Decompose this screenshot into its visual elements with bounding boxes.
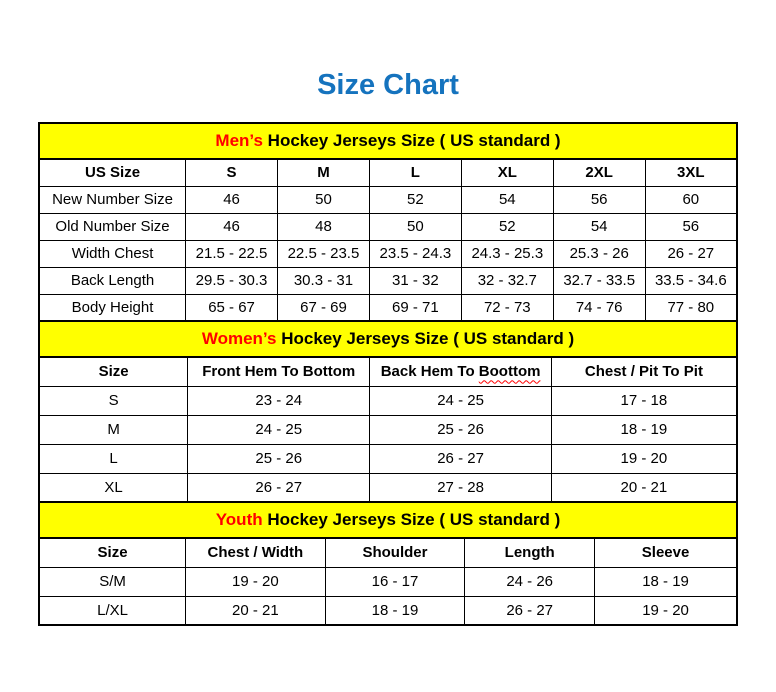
cell: 77 - 80 — [645, 294, 737, 321]
youth-section-title — [39, 502, 737, 538]
cell: 17 - 18 — [551, 386, 737, 415]
column-header: Size — [39, 357, 188, 386]
womens-columns-row — [39, 357, 737, 386]
column-header: Sleeve — [595, 538, 737, 567]
column-header: S — [186, 159, 278, 186]
cell: 50 — [369, 213, 461, 240]
cell: 69 - 71 — [369, 294, 461, 321]
cell: 22.5 - 23.5 — [278, 240, 370, 267]
row-label: New Number Size — [39, 186, 186, 213]
row-label: Body Height — [39, 294, 186, 321]
table-row — [39, 267, 737, 294]
cell: 24 - 25 — [188, 415, 370, 444]
youth-section-title-highlight: Youth — [215, 510, 263, 529]
row-label: Old Number Size — [39, 213, 186, 240]
cell: 18 - 19 — [595, 567, 737, 596]
table-row — [39, 386, 737, 415]
cell: 19 - 20 — [595, 596, 737, 625]
cell: 24.3 - 25.3 — [461, 240, 553, 267]
cell: 33.5 - 34.6 — [645, 267, 737, 294]
cell: 54 — [553, 213, 645, 240]
table-row — [39, 294, 737, 321]
misspelled-word: Boottom — [478, 363, 541, 381]
cell: 19 - 20 — [186, 567, 326, 596]
cell: 18 - 19 — [551, 415, 737, 444]
womens-section-header-row — [39, 321, 737, 357]
column-header: Length — [465, 538, 595, 567]
table-row — [39, 240, 737, 267]
row-label: Width Chest — [39, 240, 186, 267]
mens-section-header-row — [39, 123, 737, 159]
column-header — [370, 357, 551, 386]
cell: 23.5 - 24.3 — [369, 240, 461, 267]
youth-columns-row — [39, 538, 737, 567]
cell: 46 — [186, 213, 278, 240]
cell: 18 - 19 — [325, 596, 465, 625]
cell: 32 - 32.7 — [461, 267, 553, 294]
row-label: L — [39, 444, 188, 473]
column-header: Chest / Width — [186, 538, 326, 567]
cell: 23 - 24 — [188, 386, 370, 415]
row-label: XL — [39, 473, 188, 502]
table-row — [39, 473, 737, 502]
cell: 72 - 73 — [461, 294, 553, 321]
column-header: 2XL — [553, 159, 645, 186]
cell: 26 - 27 — [465, 596, 595, 625]
cell: 19 - 20 — [551, 444, 737, 473]
cell: 29.5 - 30.3 — [186, 267, 278, 294]
youth-section-title-rest: Hockey Jerseys Size ( US standard ) — [262, 510, 561, 529]
cell: 24 - 25 — [370, 386, 551, 415]
mens-section-title — [39, 123, 737, 159]
cell: 48 — [278, 213, 370, 240]
column-header: Front Hem To Bottom — [188, 357, 370, 386]
table-row — [39, 415, 737, 444]
row-label: S — [39, 386, 188, 415]
cell: 26 - 27 — [645, 240, 737, 267]
column-header: M — [278, 159, 370, 186]
youth-size-table — [38, 501, 738, 626]
column-header: Size — [39, 538, 186, 567]
cell: 67 - 69 — [278, 294, 370, 321]
cell: 30.3 - 31 — [278, 267, 370, 294]
womens-size-table — [38, 320, 738, 503]
mens-size-table — [38, 122, 738, 322]
cell: 46 — [186, 186, 278, 213]
mens-columns-row — [39, 159, 737, 186]
row-label: M — [39, 415, 188, 444]
womens-section-title — [39, 321, 737, 357]
column-header: 3XL — [645, 159, 737, 186]
cell: 26 - 27 — [188, 473, 370, 502]
cell: 50 — [278, 186, 370, 213]
womens-section-title-highlight: Women’s — [201, 329, 277, 348]
cell: 74 - 76 — [553, 294, 645, 321]
cell: 60 — [645, 186, 737, 213]
cell: 65 - 67 — [186, 294, 278, 321]
cell: 26 - 27 — [370, 444, 551, 473]
womens-section-title-rest: Hockey Jerseys Size ( US standard ) — [276, 329, 575, 348]
cell: 54 — [461, 186, 553, 213]
cell: 27 - 28 — [370, 473, 551, 502]
table-row — [39, 596, 737, 625]
column-header: Shoulder — [325, 538, 465, 567]
cell: 16 - 17 — [325, 567, 465, 596]
page-title: Size Chart — [317, 69, 459, 101]
mens-section-title-rest: Hockey Jerseys Size ( US standard ) — [262, 131, 561, 150]
row-label: S/M — [39, 567, 186, 596]
table-row — [39, 213, 737, 240]
cell: 52 — [369, 186, 461, 213]
cell: 25.3 - 26 — [553, 240, 645, 267]
column-header: L — [369, 159, 461, 186]
cell: 25 - 26 — [370, 415, 551, 444]
row-label: Back Length — [39, 267, 186, 294]
mens-section-title-highlight: Men’s — [215, 131, 263, 150]
cell: 20 - 21 — [551, 473, 737, 502]
size-chart-tables — [38, 122, 738, 626]
cell: 52 — [461, 213, 553, 240]
cell: 31 - 32 — [369, 267, 461, 294]
cell: 56 — [553, 186, 645, 213]
youth-section-header-row — [39, 502, 737, 538]
table-row — [39, 186, 737, 213]
table-row — [39, 567, 737, 596]
column-header: US Size — [39, 159, 186, 186]
cell: 25 - 26 — [188, 444, 370, 473]
column-header: Chest / Pit To Pit — [551, 357, 737, 386]
column-header-text: Back Hem To — [380, 363, 479, 381]
cell: 32.7 - 33.5 — [553, 267, 645, 294]
row-label: L/XL — [39, 596, 186, 625]
cell: 20 - 21 — [186, 596, 326, 625]
cell: 21.5 - 22.5 — [186, 240, 278, 267]
cell: 56 — [645, 213, 737, 240]
cell: 24 - 26 — [465, 567, 595, 596]
table-row — [39, 444, 737, 473]
column-header: XL — [461, 159, 553, 186]
